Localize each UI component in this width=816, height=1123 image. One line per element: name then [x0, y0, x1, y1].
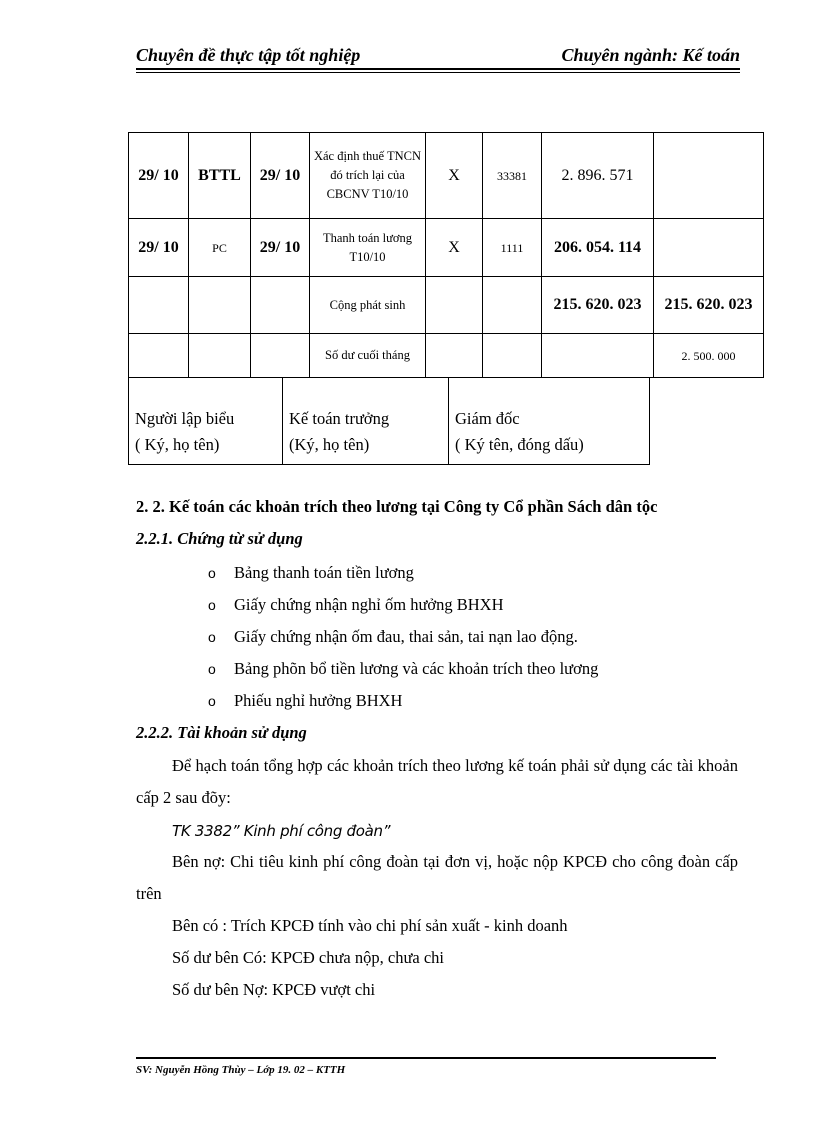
mark-cell	[426, 334, 483, 378]
account-name: TK 3382” Kinh phí công đoàn”	[172, 822, 391, 840]
bullet-circle-icon: o	[208, 693, 216, 709]
credit-side-text: Bên có : Trích KPCĐ tính vào chi phí sản xuất - kinh doanh	[172, 916, 568, 935]
date-cell	[129, 334, 189, 378]
table-row	[129, 219, 764, 277]
credit-total-cell: 215. 620. 023	[654, 277, 764, 334]
signature-table	[128, 377, 650, 465]
description-cell: Số dư cuối tháng	[310, 334, 426, 378]
voucher-date-cell: 29/ 10	[251, 219, 310, 277]
credit-balance-text: Số dư bên Có: KPCĐ chưa nộp, chưa chi	[172, 948, 445, 967]
mark-cell: X	[426, 133, 483, 219]
voucher-date-cell	[251, 334, 310, 378]
list-item: o Bảng phõn bổ tiền lương và các khoản trích theo lương	[208, 657, 598, 689]
debit-cell	[542, 334, 654, 378]
description-cell: Xác định thuế TNCN đó trích lại của CBCNV T10/10	[310, 133, 426, 219]
debit-balance-text: Số dư bên Nợ: KPCĐ vượt chi	[172, 980, 376, 999]
account-cell: 33381	[483, 133, 542, 219]
section-title: 2. 2. Kế toán các khoản trích theo lương tại Công ty Cổ phần Sách dân tộc	[136, 497, 658, 516]
list-item: o Giấy chứng nhận ốm đau, thai sản, tai nạn lao động.	[208, 625, 598, 657]
signature-director	[449, 378, 650, 465]
account-cell	[483, 277, 542, 334]
debit-cell: 206. 054. 114	[542, 219, 654, 277]
debit-side-text: Bên nợ: Chi tiêu kinh phí công đoàn tại đơn vị, hoặc nộp KPCĐ cho công đoàn cấp trên	[136, 852, 738, 903]
table-row	[129, 334, 764, 378]
date-cell: 29/ 10	[129, 219, 189, 277]
signature-note: ( Ký, họ tên)	[135, 435, 220, 454]
credit-cell	[654, 133, 764, 219]
bullet-circle-icon: o	[208, 629, 216, 645]
voucher-date-cell	[251, 277, 310, 334]
date-cell	[129, 277, 189, 334]
header-left: Chuyên đề thực tập tốt nghiệp	[136, 45, 361, 65]
header-rule	[136, 68, 740, 70]
list-item: o Giấy chứng nhận nghỉ ốm hưởng BHXH	[208, 593, 598, 625]
ledger-table	[128, 132, 764, 378]
signature-preparer	[129, 378, 283, 465]
list-item: o Bảng thanh toán tiền lương	[208, 561, 598, 593]
voucher-number-cell: BTTL	[189, 133, 251, 219]
signature-chief-accountant	[283, 378, 449, 465]
footer-rule	[136, 1057, 716, 1059]
page-footer: SV: Nguyễn Hồng Thùy – Lớp 19. 02 – KTTH	[136, 1064, 346, 1076]
description-cell: Thanh toán lương T10/10	[310, 219, 426, 277]
mark-cell: X	[426, 219, 483, 277]
account-cell	[483, 334, 542, 378]
bullet-circle-icon: o	[208, 597, 216, 613]
bullet-circle-icon: o	[208, 565, 216, 581]
voucher-number-cell	[189, 334, 251, 378]
bullet-circle-icon: o	[208, 661, 216, 677]
list-item: o Phiếu nghỉ hưởng BHXH	[208, 689, 598, 721]
debit-total-cell: 215. 620. 023	[542, 277, 654, 334]
voucher-date-cell: 29/ 10	[251, 133, 310, 219]
header-right: Chuyên ngành: Kế toán	[561, 45, 740, 65]
credit-cell	[654, 219, 764, 277]
voucher-number-cell	[189, 277, 251, 334]
signature-title: Giám đốc	[455, 409, 520, 428]
debit-cell: 2. 896. 571	[542, 133, 654, 219]
description-cell: Cộng phát sinh	[310, 277, 426, 334]
account-cell: 1111	[483, 219, 542, 277]
date-cell: 29/ 10	[129, 133, 189, 219]
table-row	[129, 277, 764, 334]
signature-title: Người lập biểu	[135, 409, 235, 428]
page-header	[136, 45, 740, 67]
signature-note: ( Ký tên, đóng dấu)	[455, 435, 584, 454]
signature-note: (Ký, họ tên)	[289, 435, 370, 454]
accounts-intro: Để hạch toán tổng hợp các khoản trích theo lương kế toán phải sử dụng các tài khoản cấp 2 sau đõy:	[136, 756, 738, 807]
table-row	[129, 133, 764, 219]
mark-cell	[426, 277, 483, 334]
signature-title: Kế toán trưởng	[289, 409, 390, 428]
subsection-title-documents: 2.2.1. Chứng từ sử dụng	[136, 529, 303, 548]
documents-list	[208, 561, 598, 721]
voucher-number-cell: PC	[189, 219, 251, 277]
header-rule-thin	[136, 72, 740, 73]
closing-balance-cell: 2. 500. 000	[654, 334, 764, 378]
subsection-title-accounts: 2.2.2. Tài khoản sử dụng	[136, 723, 307, 742]
